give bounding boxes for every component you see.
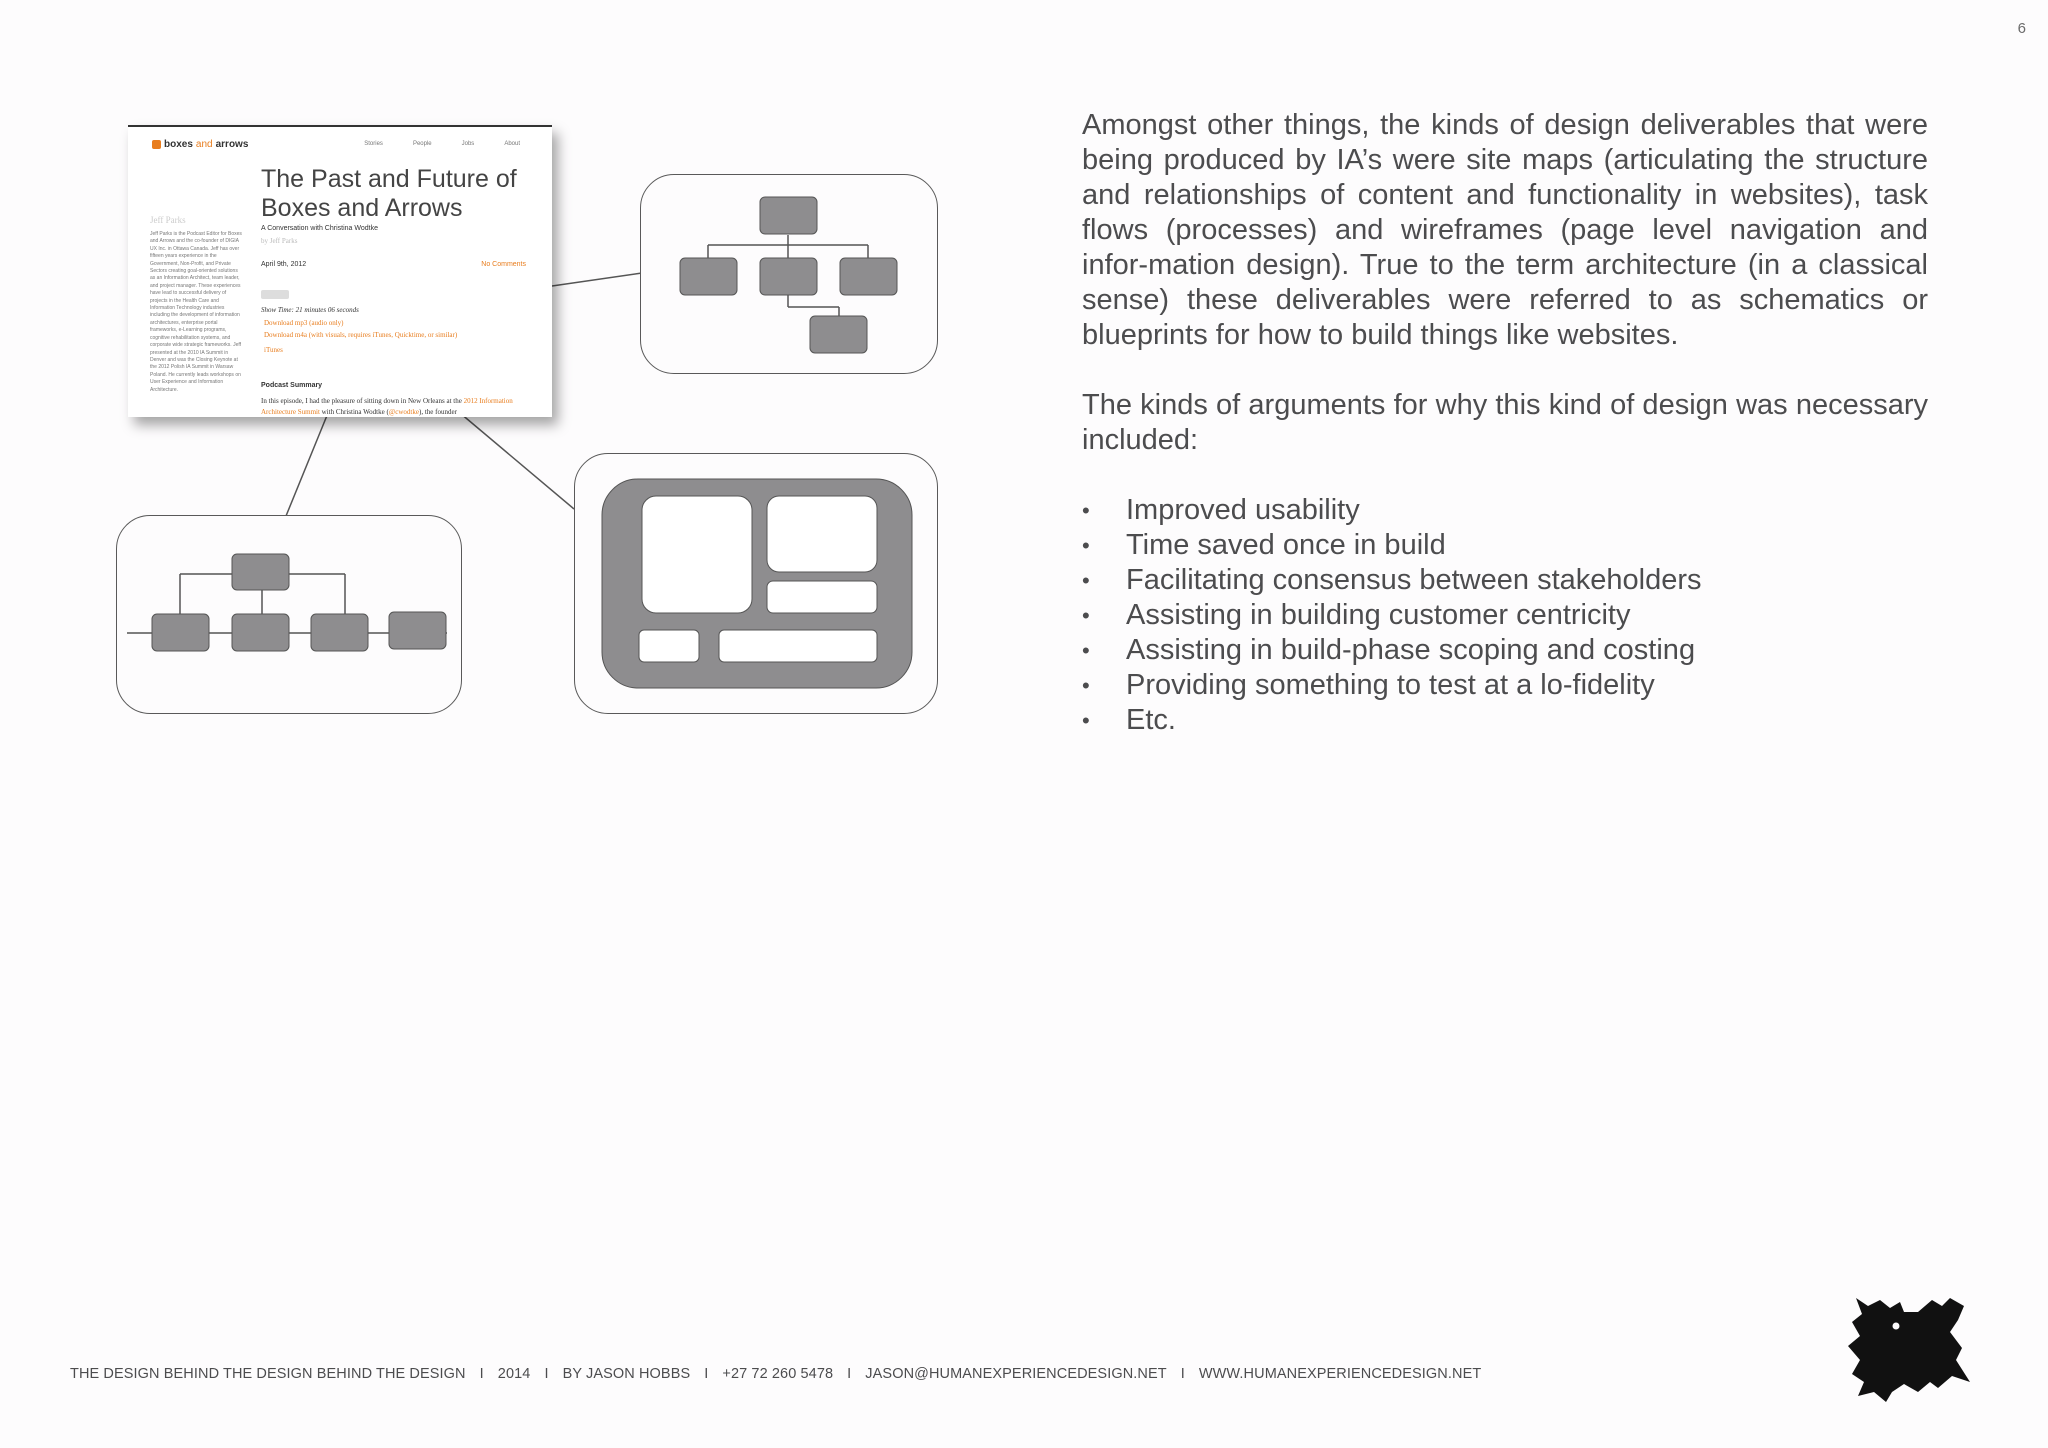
summary-text: In this episode, I had the pleasure of sitting down in New Orleans at the: [261, 397, 462, 405]
footer-year: 2014: [497, 1366, 531, 1382]
article-title: The Past and Future of Boxes and Arrows: [261, 165, 517, 222]
wireframe-diagram: [575, 454, 939, 715]
footer-email: JASON@HUMANEXPERIENCEDESIGN.NET: [865, 1366, 1167, 1382]
download-m4a-link: Download m4a (with visuals, requires iTunes, Quicktime, or similar): [264, 331, 458, 339]
sitemap-diagram-panel: [640, 174, 938, 374]
download-mp3-link: Download mp3 (audio only): [264, 319, 344, 327]
list-item: • Assisting in build-phase scoping and costing: [1082, 633, 1928, 668]
logo-icon: [152, 140, 161, 149]
boxes-and-arrows-screenshot: [128, 125, 552, 417]
site-nav: [364, 141, 520, 147]
article-subtitle: A Conversation with Christina Wodtke: [261, 225, 378, 232]
nav-people: People: [412, 141, 432, 147]
wireframe-diagram-panel: [574, 453, 938, 714]
logo-suffix: arrows: [215, 139, 249, 150]
author-bio: Jeff Parks is the Podcast Editor for Boxes and Arrows and the co-founder of DIGIA UX Inc. in Ottawa Canada. Jeff has over fifteen years experience in the Government, Non-Profit, and Private Sectors creating goal-oriented solutions as an Information Architect, team leader, and project manager. These experiences have lead to successful delivery of projects in the Health Care and Information Technology industries including the development of information architectures, enterprise portal frameworks, e-Learning programs, cognitive rehabilitation systems, and corporate wide strategic frameworks. Jeff presented at the 2010 IA Summit in Denver and was the Closing Keynote at the 2012 Polish IA Summit in Warsaw Poland. He currently leads workshops on User Experience and Information Architecture.: [150, 231, 242, 393]
nav-stories: Stories: [364, 141, 383, 147]
sitemap-diagram: [641, 175, 939, 375]
summary-text-2: with Christina Wodtke (: [321, 408, 389, 416]
itunes-link: iTunes: [264, 346, 283, 354]
list-item: • Providing something to test at a lo-fidelity: [1082, 668, 1928, 703]
page-number: 6: [2017, 20, 2026, 37]
footer-author: BY JASON HOBBS: [562, 1366, 691, 1382]
body-text: [1082, 108, 1928, 738]
author-name: Jeff Parks: [150, 215, 186, 225]
podcast-summary-text: [261, 396, 531, 417]
audio-player: [261, 290, 289, 299]
summary-link: 2012 Information Architecture Summit: [261, 397, 513, 416]
footer-separator: I: [479, 1366, 484, 1382]
footer: [70, 1366, 1481, 1382]
logo-prefix: boxes: [164, 139, 193, 150]
list-item: • Facilitating consensus between stakeholders: [1082, 563, 1928, 598]
footer-separator: I: [704, 1366, 709, 1382]
footer-website: WWW.HUMANEXPERIENCEDESIGN.NET: [1198, 1366, 1482, 1382]
list-item: • Assisting in building customer centricity: [1082, 598, 1928, 633]
nav-jobs: Jobs: [461, 141, 475, 147]
summary-text-3: ), the founder: [419, 408, 457, 416]
footer-separator: I: [544, 1366, 549, 1382]
article-byline: by Jeff Parks: [261, 237, 298, 245]
footer-title: THE DESIGN BEHIND THE DESIGN BEHIND THE DESIGN: [70, 1366, 466, 1382]
list-item: • Etc.: [1082, 703, 1928, 738]
arguments-paragraph: The kinds of arguments for why this kind of design was necessary included:: [1082, 389, 1928, 456]
footer-separator: I: [1180, 1366, 1185, 1382]
arguments-list: [1082, 493, 1928, 738]
boxes-and-arrows-logo: [152, 139, 248, 150]
intro-paragraph: Amongst other things, the kinds of design deliverables that were being produced by IA’s were site maps (articulating the structure and relationships of content and functionality in websites), task flows (processes) and wireframes (page level navigation and infor-mation design). True to the term architecture (in a classical sense) these deliverables were referred to as schematics or blueprints for how to build things like websites.: [1082, 109, 1928, 351]
list-item: • Improved usability: [1082, 493, 1928, 528]
show-time: Show Time: 21 minutes 06 seconds: [261, 306, 359, 314]
creature-logo-icon: [1846, 1292, 1972, 1404]
comments-link: No Comments: [481, 261, 526, 268]
logo-and: and: [195, 139, 213, 150]
footer-phone: +27 72 260 5478: [722, 1366, 834, 1382]
task-flow-diagram-panel: [116, 515, 462, 714]
nav-about: About: [504, 141, 520, 147]
summary-handle: @cwodtke: [388, 408, 419, 416]
deliverables-illustration: [0, 0, 1000, 760]
podcast-summary-heading: Podcast Summary: [261, 382, 323, 389]
article-date: April 9th, 2012: [261, 261, 307, 268]
list-item: • Time saved once in build: [1082, 528, 1928, 563]
task-flow-diagram: [117, 516, 463, 715]
footer-separator: I: [847, 1366, 852, 1382]
